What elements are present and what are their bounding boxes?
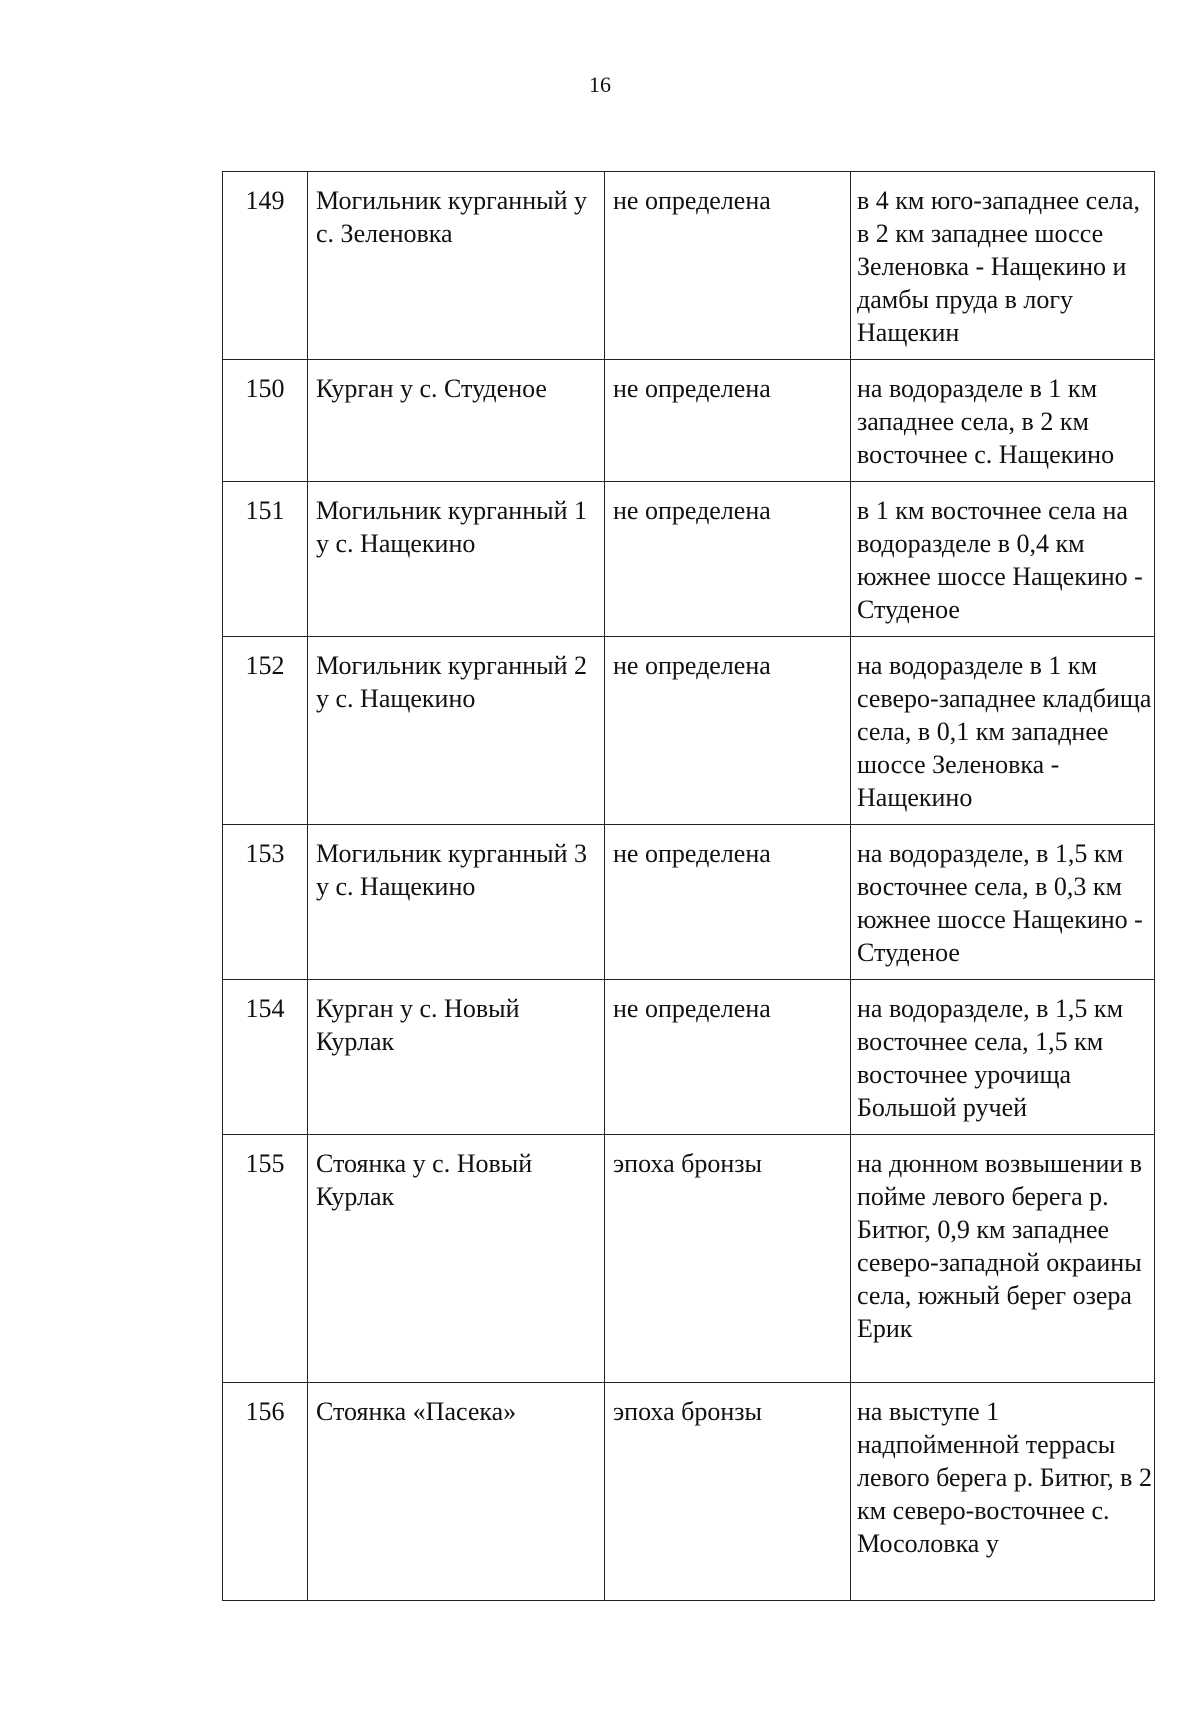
site-location: на водоразделе, в 1,5 км восточнее села, 1,5 км восточнее урочища Большой ручей	[851, 980, 1155, 1135]
site-name: Курган у с. Студеное	[308, 360, 605, 482]
row-number: 156	[223, 1383, 308, 1601]
table-row	[223, 825, 1155, 980]
table-row	[223, 172, 1155, 360]
site-dating: не определена	[605, 825, 851, 980]
site-name: Могильник курганный 3 у с. Нащекино	[308, 825, 605, 980]
site-name: Могильник курганный у с. Зеленовка	[308, 172, 605, 360]
site-dating: не определена	[605, 360, 851, 482]
page-number: 16	[589, 72, 611, 97]
row-number: 151	[223, 482, 308, 637]
site-dating: эпоха бронзы	[605, 1383, 851, 1601]
table-row	[223, 980, 1155, 1135]
row-number: 153	[223, 825, 308, 980]
site-dating: не определена	[605, 482, 851, 637]
site-location: на выступе 1 надпойменной террасы левого берега р. Битюг, в 2 км северо-восточнее с. Мосоловка у	[851, 1383, 1155, 1601]
table-row	[223, 1135, 1155, 1383]
row-number: 155	[223, 1135, 308, 1383]
table-row	[223, 1383, 1155, 1601]
row-number: 149	[223, 172, 308, 360]
table-row	[223, 482, 1155, 637]
site-name: Могильник курганный 1 у с. Нащекино	[308, 482, 605, 637]
site-location: в 1 км восточнее села на водоразделе в 0,4 км южнее шоссе Нащекино - Студеное	[851, 482, 1155, 637]
site-location: в 4 км юго-западнее села, в 2 км западнее шоссе Зеленовка - Нащекино и дамбы пруда в логу Нащекин	[851, 172, 1155, 360]
row-number: 154	[223, 980, 308, 1135]
site-name: Курган у с. Новый Курлак	[308, 980, 605, 1135]
heritage-sites-table	[222, 171, 1155, 1601]
site-dating: эпоха бронзы	[605, 1135, 851, 1383]
site-dating: не определена	[605, 172, 851, 360]
table-row	[223, 637, 1155, 825]
site-location: на водоразделе, в 1,5 км восточнее села, в 0,3 км южнее шоссе Нащекино - Студеное	[851, 825, 1155, 980]
site-location: на водоразделе в 1 км западнее села, в 2 км восточнее с. Нащекино	[851, 360, 1155, 482]
site-name: Стоянка у с. Новый Курлак	[308, 1135, 605, 1383]
site-dating: не определена	[605, 637, 851, 825]
row-number: 152	[223, 637, 308, 825]
row-number: 150	[223, 360, 308, 482]
site-location: на водоразделе в 1 км северо-западнее кладбища села, в 0,1 км западнее шоссе Зеленовка - Нащекино	[851, 637, 1155, 825]
site-name: Могильник курганный 2 у с. Нащекино	[308, 637, 605, 825]
site-dating: не определена	[605, 980, 851, 1135]
site-name: Стоянка «Пасека»	[308, 1383, 605, 1601]
table-row	[223, 360, 1155, 482]
site-location: на дюнном возвышении в пойме левого берега р. Битюг, 0,9 км западнее северо-западной окраины села, южный берег озера Ерик	[851, 1135, 1155, 1383]
